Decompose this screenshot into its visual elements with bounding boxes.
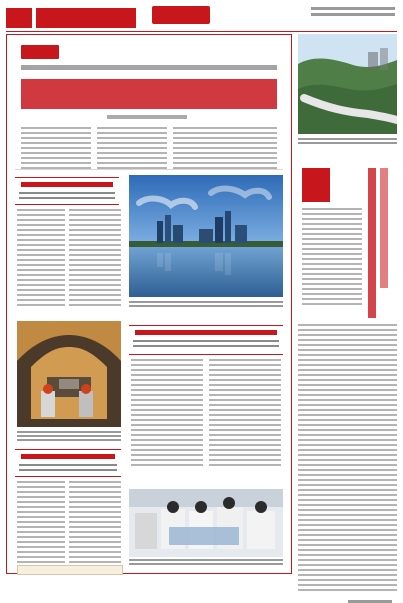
- rail-photo: [298, 34, 397, 134]
- section1-text-col-2: [69, 209, 121, 309]
- masthead-logo: [152, 6, 210, 24]
- rail-body-text: [298, 324, 397, 594]
- main-article: [6, 34, 292, 574]
- construction-caption: [17, 431, 121, 443]
- construction-image: [17, 321, 121, 427]
- page-number: [6, 8, 32, 28]
- date-line: [311, 7, 395, 23]
- subhead-3: [21, 454, 115, 459]
- skyline-caption: [129, 301, 283, 309]
- construction-photo: [17, 321, 121, 427]
- factory-caption: [129, 559, 283, 567]
- rail-tag: [302, 168, 330, 202]
- topic-badge: [21, 45, 59, 59]
- standfirst-3: [19, 464, 117, 466]
- standfirst-1: [19, 192, 115, 194]
- lead-text-col-3: [173, 127, 277, 172]
- subhead-2: [135, 330, 277, 335]
- page-header: [6, 6, 138, 30]
- divider: [15, 169, 283, 170]
- header-rule: [6, 31, 397, 32]
- section2-text-col-1: [131, 359, 203, 469]
- section3-text-col-2: [69, 481, 121, 576]
- subhead-box-3: [15, 449, 121, 477]
- section2-text-col-2: [209, 359, 281, 469]
- section-title: [36, 8, 136, 28]
- note-box: [17, 565, 123, 575]
- main-headline: [21, 79, 277, 109]
- subhead-1: [21, 182, 113, 187]
- section1-text-col-1: [17, 209, 65, 309]
- city-skyline-image: [129, 175, 283, 297]
- rail-image: [298, 34, 397, 134]
- rail-title: [368, 168, 390, 318]
- rail-intro-text: [302, 208, 362, 308]
- lead-text-col-1: [21, 127, 91, 172]
- section3-text-col-1: [17, 481, 65, 576]
- standfirst-2: [133, 340, 279, 342]
- subhead-box-2: [129, 325, 283, 355]
- city-skyline-photo: [129, 175, 283, 297]
- kicker: [21, 65, 277, 70]
- factory-photo: [129, 489, 283, 557]
- factory-image: [129, 489, 283, 557]
- subhead-box-1: [15, 177, 119, 205]
- main-byline: [107, 115, 187, 119]
- lead-text-col-2: [97, 127, 167, 172]
- rail-caption: [298, 138, 397, 146]
- right-rail: [298, 34, 397, 574]
